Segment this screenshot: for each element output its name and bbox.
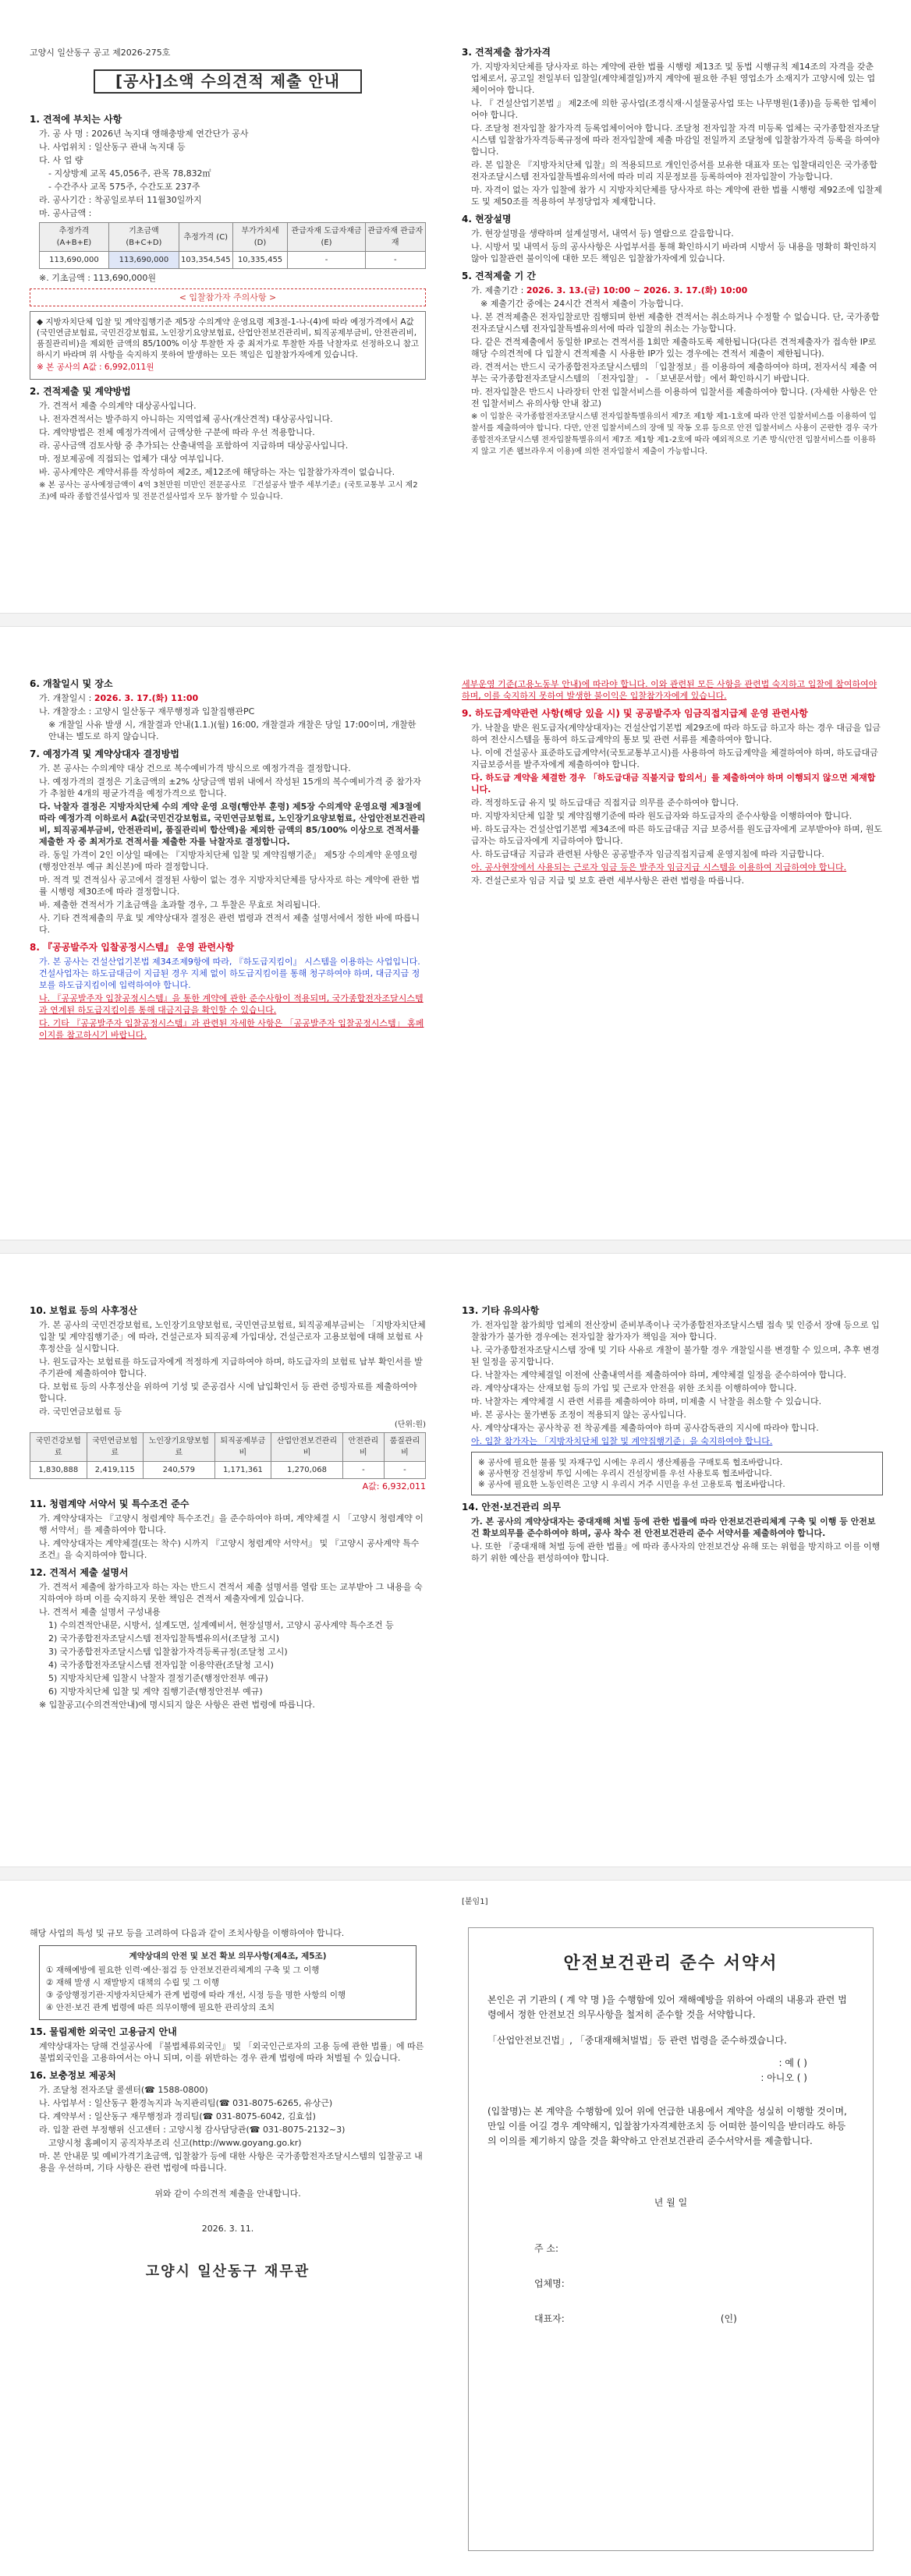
s1-item: 가. 공 사 명 : 2026년 녹지대 앵해충방제 연간단가 공사 — [39, 129, 249, 139]
price-th: 추정가격 (A+B+E) — [40, 223, 109, 252]
s5-prefix: 가. 제출기간 : — [471, 285, 526, 295]
oath-no[interactable]: : 아니오 ( ) — [760, 2072, 807, 2083]
section-8-heading: 8. 『공공발주자 입찰공정시스템』 운영 관련사항 — [30, 942, 235, 953]
s2-item: 마. 정보제공에 직접되는 업체가 대상 여부입니다. — [39, 454, 224, 464]
s13-item: 다. 낙찰자는 계약체결일 이전에 산출내역서를 제출하여야 하며, 계약체결 일정을 준수하여야 합니다. — [471, 1370, 847, 1380]
notice-number: 고양시 일산동구 공고 제2026-275호 — [30, 48, 171, 58]
insurance-unit: (단위:원) — [394, 1421, 426, 1429]
base-price: ※. 기초금액 : 113,690,000원 — [39, 273, 157, 283]
s2-item: 바. 공사계약은 계약서류를 작성하여 제2조, 제12조에 해당하는 자는 입찰참가자격이 없습니다. — [39, 467, 395, 477]
page-4 — [0, 1881, 911, 2576]
s12-item: 나. 견적서 제출 설명서 구성내용 — [39, 1607, 161, 1617]
price-td: 103,354,545 — [179, 252, 232, 269]
page3-right-column — [462, 1305, 883, 1566]
price-td: 10,335,455 — [232, 252, 288, 269]
section-4-heading: 4. 현장설명 — [462, 214, 512, 225]
s8-item: 다. 기타 『공공발주자 입찰공정시스템』과 관련된 자세한 사항은 「공공발주자 입찰공정시스템」 홈페이지를 참고하시기 바랍니다. — [39, 1018, 424, 1040]
s8-item: 나. 『공공발주자 입찰공정시스템』을 통한 계약에 관한 준수사항이 적용되며, 국가종합전자조달시스템과 연계된 하도급지킴이를 통해 대금지급을 확인할 수 있습니다. — [39, 993, 424, 1015]
s14-continued: 해당 사업의 특성 및 규모 등을 고려하여 다음과 같이 조치사항을 이행하여야 합니다. — [30, 1928, 345, 1938]
ins-th: 노인장기요양보험료 — [144, 1433, 215, 1462]
safety-duty-box — [39, 1945, 417, 2020]
s11-item: 가. 계약상대자는 『고양시 청렴계약 특수조건』을 준수하여야 하며, 계약체결 시 「고양시 청렴계약 이행 서약서」를 제출하여야 합니다. — [39, 1513, 424, 1535]
s7-item: 사. 기타 견적제출의 무효 및 계약상대자 결정은 관련 법령과 견적서 제출 설명서에서 정한 바에 따릅니다. — [39, 913, 420, 935]
oath-representative[interactable] — [534, 2312, 854, 2327]
ins-th: 국민연금보험료 — [87, 1433, 144, 1462]
price-th: 추정가격 (C) — [179, 223, 232, 252]
page4-right-column — [462, 1896, 883, 1909]
s1-item: 라. 공사기간 : 착공일로부터 11월30일까지 — [39, 195, 202, 205]
ins-td: 1,830,888 — [30, 1462, 87, 1479]
s9-item: 바. 하도급자는 건설산업기본법 제34조에 따른 하도급대금 지급 보증서를 원도급자에게 교부받아야 하며, 원도급자는 하도급자에게 지급하여야 합니다. — [471, 824, 882, 846]
safety-duty-title: 계약상대의 안전 및 보건 확보 의무사항(제4조, 제5조) — [129, 1951, 327, 1961]
section-14-heading: 14. 안전·보건관리 의무 — [462, 1502, 561, 1513]
s13-item: 바. 본 공사는 물가변동 조정이 적용되지 않는 공사입니다. — [471, 1410, 686, 1420]
oath-company[interactable]: 업체명: — [534, 2278, 565, 2289]
oath-law: 「산업안전보건법」, 「중대재해처벌법」등 관련 법령을 준수하겠습니다. — [487, 2035, 787, 2046]
s7-item: 다. 낙찰자 결정은 지방자치단체 수의 계약 운영 요령(행안부 훈령) 제5장 수의계약 운영요령 제3절에 따라 예정가격 이하로서 A값(국민건강보험료, 국민연금보험료, 노인장기요양보험료, 산업안전보건관리비, 퇴직공제부금비, 안전관리비, 품질관리비 합산액)을 제외한 금액의 85/100% 이상으로 견적서를 제출한 자 중 최저가로 견적서를 제출한 자를 낙찰자로 결정합니다. — [39, 801, 426, 847]
price-th: 관급자재 관급자재 — [365, 223, 425, 252]
ins-th: 안전관리비 — [342, 1433, 384, 1462]
local-cooperation-box: ※ 공사에 필요한 물품 및 자재구입 시에는 우리시 생산제품을 구매토록 협조바랍니다. ※ 공사현장 건설장비 투입 시에는 우리시 건설장비를 우선 사용토록 협조바랍니다. ※ 공사에 필요한 노동인력은 고양 시 우리시 거주 시민을 우선 고용토록 협조바랍니다. — [471, 1452, 883, 1495]
section-13-heading: 13. 기타 유의사항 — [462, 1305, 540, 1316]
s9-item: 자. 건설근로자 임금 지급 및 보호 관련 세부사항은 관련 법령을 따릅니다. — [471, 876, 745, 886]
s13-item: 라. 계약상대자는 산재보험 등의 가입 및 근로자 안전을 위한 조치를 이행하여야 합니다. — [471, 1383, 797, 1393]
s2-item: 나. 전자견적서는 발주하지 아니하는 지역업체 공사(개산견적) 대상공사입니다. — [39, 414, 333, 424]
s9-item: 아. 공사현장에서 사용되는 근로자 임금 등은 발주자 임금지급 시스템을 이용하여 지급하여야 합니다. — [471, 862, 847, 872]
s10-item: 가. 본 공사의 국민건강보험료, 노인장기요양보험료, 국민연금보험료, 퇴직공제부금비는 「지방자치단체 입찰 및 계약집행기준」에 따라, 건설근로자 퇴직공제 가입대상, 건설근로자 고용보험에 대해 보험료 사후정산을 실시합니다. — [39, 1320, 426, 1353]
s9-item: 사. 하도급대금 지급과 관련된 사항은 공공발주자 임금직접지급제 운영지침에 따라 지급합니다. — [471, 849, 824, 859]
s1-item: - 지상방제 교목 45,056주, 관목 78,832㎡ — [48, 168, 211, 179]
s16-item: 라. 입찰 관련 부정행위 신고센터 : 고양시청 감사담당관(☎ 031-8075-2132~3) — [39, 2125, 346, 2135]
safety-duty-item: ④ 안전·보건 관계 법령에 따른 의무이행에 필요한 관리상의 조치 — [46, 2003, 275, 2012]
s6-prefix: 가. 개찰일시 : — [39, 693, 94, 703]
s5-item: 라. 견적서는 반드시 국가종합전자조달시스템의 「입찰정보」를 이용하여 제출하여야 하며, 전자서식 제출 여부는 국가종합전자조달시스템의 「전자입찰」 - 「보낸문서함」에서 확인하시기 바랍니다. — [471, 362, 877, 384]
issuer-name: 고양시 일산동구 재무관 — [145, 2263, 310, 2280]
oath-address[interactable]: 주 소: — [534, 2243, 559, 2254]
safety-duty-item: ③ 중앙행정기관·지방자치단체가 관계 법령에 따라 개선, 시정 등을 명한 사항의 이행 — [46, 1990, 346, 2000]
price-td: - — [288, 252, 365, 269]
page-1 — [0, 0, 911, 613]
s14-item: 가. 본 공사의 계약상대자는 중대재해 처벌 등에 관한 법률에 따라 안전보건관리체계 구축 및 이행 등 안전보건 확보의무를 준수하여야 하며, 공사 착수 전 안전보건관리 준수 서약서를 제출하여야 합니다. — [471, 1516, 876, 1538]
section-2-heading: 2. 견적제출 및 계약방법 — [30, 386, 131, 397]
s1-item: 마. 공사금액 : — [39, 208, 92, 218]
s10-item: 다. 보험료 등의 사후정산을 위하여 기성 및 준공검사 시에 납입확인서 등 관련 증빙자료를 제출하여야 합니다. — [39, 1382, 417, 1403]
oath-paragraph: (입찰명)는 본 계약을 수행함에 있어 위에 언급한 내용에서 계약을 성실히 이행할 것이며, 만일 이를 어길 경우 계약해지, 입찰참가자격제한조치 등 어떠한 불이익을 받더라도 하등의 이의를 제기하지 않을 것을 확약하고 안전보건관리 준수서약서를 제출합니다. — [487, 2106, 847, 2146]
s9-item: 가. 낙찰을 받은 원도급자(계약상대자)는 건설산업기본법 제29조에 따라 하도급 하고자 하는 경우 대금을 입금하여 전산시스템을 통하여 하도급계약의 통보 및 관련 서류를 제출하여야 합니다. — [471, 723, 881, 745]
s7-item: 나. 예정가격의 결정은 기초금액의 ±2% 상당금액 범위 내에서 작성된 15개의 복수예비가격 중 참가자가 추첨한 4개의 평균가격을 예정가격으로 합니다. — [39, 777, 421, 798]
s7-item: 바. 제출한 견적서가 기초금액을 초과할 경우, 그 투찰은 무효로 처리됩니다. — [39, 900, 321, 910]
page-2 — [0, 627, 911, 1240]
s2-note: ※ 본 공사는 공사예정금액이 4억 3천만원 미만인 전문공사로 『건설공사 발주 세부기준』(국토교통부 고시 제2조)에 따라 종합건설사업자 및 전문건설사업자 모두 참가할 수 있습니다. — [39, 481, 418, 501]
s16-note: 마. 본 안내문 및 예비가격기초금액, 입찰참가 등에 대한 사항은 국가종합전자조달시스템의 입찰공고 내용을 우선하며, 기타 사항은 관련 법령에 따릅니다. — [39, 2151, 423, 2173]
price-th: 부가가치세 (D) — [232, 223, 288, 252]
s9-item: 라. 적정하도급 유지 및 하도급대금 직접지급 의무를 준수하여야 합니다. — [471, 798, 739, 808]
oath-form — [468, 1927, 874, 2551]
price-td: 113,690,000 — [108, 252, 179, 269]
ins-td: 1,270,068 — [271, 1462, 343, 1479]
s12-list-item: 1) 수의견적안내문, 시방서, 설계도면, 설계예비서, 현장설명서, 고양시 공사계약 특수조건 등 — [48, 1620, 394, 1630]
s4-item: 나. 시방서 및 내역서 등의 공사사항은 사업부서를 통해 확인하시기 바라며 시방서 등 내용을 명확히 확인하지 않아 입찰관련 불이익에 대한 모든 책임은 입찰참가자에게 있습니다. — [471, 242, 877, 264]
s9-item: 마. 지방자치단체 입찰 및 계약집행기준에 따라 원도급자와 하도급자의 준수사항을 이행하여야 합니다. — [471, 811, 853, 821]
s3-item: 다. 조달청 전자입찰 참가자격 등록업체이어야 합니다. 조달청 전자입찰 자격 미등록 업체는 국가종합전자조달시스템 입찰참가자격등록규정에 따라 전자입찰에 제출 마감일 전일까지 조달청에 입찰참가자격 등록을 하여야 합니다. — [471, 123, 880, 157]
oath-yes[interactable]: : 예 ( ) — [778, 2058, 807, 2068]
s8-item: 가. 본 공사는 건설산업기본법 제34조제9항에 따라, 『하도급지킴이』 시스템을 이용하는 사업입니다. 건설사업자는 하도급대금이 지급된 경우 지체 없이 하도급지킴이를 통해 청구하여야 하며, 대금지급 정보를 하도급지킴이에 입력하여야 합니다. — [39, 957, 420, 990]
section-16-heading: 16. 보충정보 제공처 — [30, 2070, 116, 2081]
s3-item: 라. 본 입찰은 『지방자치단체 입찰』의 적용되므로 개인인증서를 보유한 대표자 또는 입찰대리인은 국가종합전자조달시스템 전자입찰특별유의서에 따라 미리 지문정보를 등록하여야 전자입찰이 가능합니다. — [471, 160, 877, 182]
s8-continued: 세부운영 기준(고용노동부 안내)에 따라야 합니다. 이와 관련된 모든 사항을 관련법 숙지하고 입찰에 참여하여야 하며, 이를 숙지하지 못하여 발생한 불이익은 입찰참가자에게 있습니다. — [462, 679, 877, 701]
s16-item: 다. 계약부서 : 일산동구 재무행정과 경리팀(☎ 031-8075-6042, 김효섭) — [39, 2111, 316, 2121]
s2-item: 다. 계약방법은 전체 예정가격에서 금액상한 구분에 따라 우선 적용합니다. — [39, 427, 315, 437]
ins-td: - — [384, 1462, 425, 1479]
insurance-table — [30, 1432, 426, 1479]
ins-th: 산업안전보건관리비 — [271, 1433, 343, 1462]
safety-duty-item: ② 재해 발생 시 재발방지 대책의 수립 및 그 이행 — [46, 1978, 220, 1987]
s12-list-item: 6) 지방자치단체 입찰 및 계약 집행기준(행정안전부 예규) — [48, 1686, 263, 1697]
page-3 — [0, 1254, 911, 1867]
price-table — [39, 222, 426, 269]
s5-item: 나. 본 견적제출은 전자입찰로만 집행되며 한번 제출한 견적서는 취소하거나 수정할 수 없습니다. 단, 국가종합전자조달시스템 전자입찰특별유의서에 따라 입찰의 취소는 가능합니다. — [471, 312, 880, 334]
ins-td: - — [342, 1462, 384, 1479]
s16-item: 가. 조달청 전자조달 콜센터(☎ 1588-0800) — [39, 2085, 208, 2095]
s10-item: 라. 국민연금보험료 등 — [39, 1407, 122, 1417]
s13-item: 나. 국가종합전자조달시스템 장애 및 기타 사유로 개찰이 불가할 경우 개찰일시를 변경할 수 있으며, 추후 변경된 일정을 공지합니다. — [471, 1345, 880, 1367]
page-separator — [0, 613, 911, 627]
ins-td: 1,171,361 — [214, 1462, 271, 1479]
s9-item: 다. 하도급 계약을 체결한 경우 「하도급대금 직불지급 합의서」를 제출하여야 하며 이행되지 않으면 제재합니다. — [471, 773, 876, 794]
s3-item: 나. 『 건설산업기본법 』 제2조에 의한 공사업(조경식재·시설물공사업 또는 나무병원(1종))을 등록한 업체이어야 합니다. — [471, 98, 877, 120]
s5-e-note: ※ 이 입찰은 국가종합전자조달시스템 전자입찰특별유의서 제7조 제1항 제1-1호에 따라 안전 입찰서비스를 이용하여 입찰서를 제출하여야 합니다. 다만, 안전 입찰서비스의 장애 및 작동 오류 등으로 안전 입찰서비스 사용이 곤란한 경우 국가종합전자조달시스템 전자입찰특별유의서 제7조 제1항 제1-2호에 따라 예외적으로 기존 방식(안전 입찰서비스를 이용하지 않고 기존 웹브라우저 이용)에 의한 전자입찰서 제출이 가능합니다. — [471, 412, 877, 456]
s13-item: 마. 낙찰자는 계약체결 시 관련 서류를 제출하여야 하며, 미제출 시 낙찰을 취소할 수 있습니다. — [471, 1396, 822, 1407]
ins-th: 국민건강보험료 — [30, 1433, 87, 1462]
s9-item: 나. 이에 건설공사 표준하도급계약서(국토교통부고시)를 사용하여 하도급계약을 체결하여야 하며, 하도급대금 지급보증서를 발주자에게 제출하여야 합니다. — [471, 748, 878, 770]
s12-item: 가. 견적서 제출에 참가하고자 하는 자는 반드시 견적서 제출 설명서를 열람 또는 교부받아 그 내용을 숙지하여야 하며 이를 숙지하지 못한 책임은 견적서 제출자에게 있습니다. — [39, 1582, 423, 1604]
section-3-heading: 3. 견적제출 참가자격 — [462, 47, 551, 58]
section-10-heading: 10. 보험료 등의 사후정산 — [30, 1305, 138, 1316]
ins-th: 퇴직공제부금비 — [214, 1433, 271, 1462]
section-11-heading: 11. 청렴계약 서약서 및 특수조건 준수 — [30, 1499, 190, 1509]
ins-td: 2,419,115 — [87, 1462, 144, 1479]
price-td: 113,690,000 — [40, 252, 109, 269]
s12-list-item: 3) 국가종합전자조달시스템 입찰참가자격등록규정(조달청 고시) — [48, 1647, 288, 1657]
s12-list-item: 2) 국가종합전자조달시스템 전자입찰특별유의서(조달청 고시) — [48, 1633, 280, 1644]
s4-item: 가. 현장설명을 생략하며 설계설명서, 내역서 등) 열람으로 갈음합니다. — [471, 228, 734, 239]
page1-right-column — [462, 47, 883, 459]
s12-list-item: 4) 국가종합전자조달시스템 전자입찰 이용약관(조달청 고시) — [48, 1660, 274, 1670]
s11-item: 나. 계약상대자는 계약체결(또는 착수) 시까지 『고양시 청렴계약 서약서』 및 『고양시 공사계약 특수조건』을 숙지하여야 합니다. — [39, 1538, 420, 1560]
s5-item: 다. 같은 견적제출에서 동일한 IP로는 견적서를 1회만 제출하도록 제한됩니다(다른 견적제출자가 접속한 IP로 해당 수의견적에 다 입찰시 견적제출 시 사용한 IP가 있는 경우에는 견적서 제출이 제한됩니다). — [471, 337, 877, 359]
s7-item: 마. 적격 및 견적심사 공고에서 결정된 사항이 없는 경우 지방자치단체를 당사자로 하는 계약에 관한 법률 시행령 제30조에 따라 결정합니다. — [39, 875, 420, 897]
s5-item — [471, 285, 883, 296]
section-6-heading: 6. 개찰일시 및 장소 — [30, 678, 113, 689]
s3-item: 마. 자격이 없는 자가 입찰에 참가 시 지방자치단체를 당사자로 하는 계약에 관한 법률 시행령 제92조에 입찰제도 및 제50조를 적용하여 부정당업자 제재합니다. — [471, 185, 882, 207]
price-td: - — [365, 252, 425, 269]
s7-item: 가. 본 공사는 수의계약 대상 건으로 복수예비가격 방식으로 예정가격을 결정합니다. — [39, 763, 351, 773]
closing-text: 위와 같이 수의견적 제출을 안내합니다. — [154, 2189, 301, 2199]
bid-notice-text: ◆ 지방자치단체 입찰 및 계약집행기준 제5장 수의계약 운영요령 제3절-1-나-(4)에 따라 예정가격에서 A값(국민연금보험료, 국민건강보험료, 노인장기요양보험료, 산업안전보건관리비, 퇴직공제부금비, 안전관리비, 품질관리비)을 제외한 금액의 85/100% 이상 투찰한 자 중 최저가로 투찰한 자를 낙찰자로 선정하오니 참고하시기 바라며 위 사항을 숙지하지 못하여 발생하는 모든 책임은 입찰참가자에게 있습니다. — [37, 317, 419, 359]
ins-th: 품질관리비 — [384, 1433, 425, 1462]
bid-notice-a-value: ※ 본 공사의 A값 : 6,992,011원 — [37, 363, 154, 372]
s2-item: 가. 견적서 제출 수의계약 대상공사입니다. — [39, 401, 197, 411]
section-5-heading: 5. 견적제출 기 간 — [462, 271, 536, 281]
oath-date[interactable]: 년 월 일 — [654, 2197, 688, 2208]
s1-item: 나. 사업위치 : 일산동구 관내 녹지대 등 — [39, 142, 186, 152]
section-7-heading: 7. 예정가격 및 계약상대자 결정방법 — [30, 748, 179, 759]
s13-item: 아. 입찰 참가자는 「지방자치단체 입찰 및 계약집행기준」을 숙지하여야 합니다. — [471, 1436, 773, 1446]
page-separator — [0, 1240, 911, 1254]
opening-datetime: 2026. 3. 17.(화) 11:00 — [94, 693, 199, 703]
submission-period: 2026. 3. 13.(금) 10:00 ~ 2026. 3. 17.(화) 10:00 — [526, 285, 748, 295]
price-th: 관급자재 도급자재금(E) — [288, 223, 365, 252]
page3-left-column — [30, 1305, 426, 1712]
s16-item: 고양시청 홈페이지 공직자부조리 신고(http://www.goyang.go.kr) — [48, 2138, 302, 2148]
section-9-heading: 9. 하도급계약관련 사항(해당 있을 시) 및 공공발주자 임금직접지급제 운영 관련사항 — [462, 708, 809, 719]
s12-list-item: 5) 지방자치단체 입찰시 낙찰자 결정기준(행정안전부 예규) — [48, 1673, 268, 1683]
page4-left-column — [30, 1927, 426, 2279]
issue-date: 2026. 3. 11. — [201, 2224, 254, 2234]
s2-item: 라. 공사금액 검토사항 중 추가되는 산출내역을 포함하여 지급하며 대상공사입니다. — [39, 441, 349, 451]
section-1-heading: 1. 견적에 부치는 사항 — [30, 114, 122, 125]
page2-left-column — [30, 678, 426, 1042]
section-12-heading: 12. 견적서 제출 설명서 — [30, 1567, 129, 1578]
s5-item: 마. 전자입찰은 반드시 나라장터 안전 입찰서비스를 이용하여 입찰서를 제출하여야 합니다. (자세한 사항은 안전 입찰서비스 유의사항 안내 참고) — [471, 387, 877, 409]
s10-item: 나. 원도급자는 보험료를 하도급자에게 적정하게 지급하여야 하며, 하도급자의 보험료 납부 확인서를 발주기관에 제출하여야 합니다. — [39, 1357, 423, 1378]
attachment-label: [붙임1] — [462, 1898, 488, 1906]
page1-left-column — [30, 47, 426, 504]
s14-item: 나. 또한 『중대재해 처벌 등에 관한 법률』에 따라 종사자의 안전보건상 유해 또는 위험을 방지하고 이를 이행하기 위한 예산을 편성하여야 합니다. — [471, 1541, 881, 1563]
safety-duty-item: ① 재해예방에 필요한 인력·예산·점검 등 안전보건관리체계의 구축 및 그 이행 — [46, 1966, 320, 1975]
bid-notice-box — [30, 311, 426, 380]
s3-item: 가. 지방자치단체를 당사자로 하는 계약에 관한 법률 시행령 제13조 및 동법 시행규칙 제14조의 자격을 갖춘 업체로서, 공고일 전일부터 입찰일(계약체결일)까지 계약에 필요한 주된 영업소가 소재지가 고양시에 있는 업체이어야 합니다. — [471, 62, 876, 95]
price-th: 기초금액 (B+C+D) — [108, 223, 179, 252]
ins-td: 240,579 — [144, 1462, 215, 1479]
s13-item: 가. 전자입찰 참가희망 업체의 전산장비 준비부족이나 국가종합전자조달시스템 접속 및 인증서 장애 등으로 입찰참가가 불가한 경우에는 전자입찰 참가자가 책임을 져야 합니다. — [471, 1320, 880, 1342]
oath-paragraph: 본인은 귀 기관의 ( 계 약 명 )을 수행함에 있어 재해예방을 위하여 아래의 내용과 관련 법령에서 정한 안전보건 의무사항을 철저히 준수할 것을 서약합니다. — [487, 1994, 847, 2020]
s6-item: 나. 개찰장소 : 고양시 일산동구 재무행정과 입찰집행관PC — [39, 706, 255, 717]
s7-item: 라. 동일 가격이 2인 이상일 때에는 『지방자치단체 입찰 및 계약집행기준』 제5장 수의계약 운영요령(행정안전부 예규 최신본)에 따라 결정합니다. — [39, 850, 418, 872]
oath-seal: (인) — [720, 2313, 737, 2324]
s16-item: 나. 사업부서 : 일산동구 환경녹지과 녹지관리팀(☎ 031-8075-6265, 유상근) — [39, 2098, 333, 2108]
s6-note: ※ 개찰일 사유 발생 시, 개찰결과 안내(1.1.)(월) 16:00, 개찰결과 개찰은 당일 17:00이며, 개찰한 안내는 별도로 하지 않습니다. — [48, 720, 417, 741]
s1-item: 다. 사 업 량 — [39, 155, 83, 165]
document-title: [공사]소액 수의견적 제출 안내 — [94, 69, 362, 94]
oath-title: 안전보건관리 준수 서약서 — [563, 1954, 778, 1973]
oath-rep-label: 대표자: — [534, 2313, 565, 2324]
s5-note: ※ 제출기간 중에는 24시간 견적서 제출이 가능합니다. — [480, 299, 684, 309]
s13-item: 사. 계약상대자는 공사착공 전 착공계를 제출하여야 하며 공사감독관의 지시에 따라야 합니다. — [471, 1423, 819, 1433]
s15-item: 계약상대자는 당해 건설공사에 『불법체류외국인』 및 「외국인근로자의 고용 등에 관한 법률」에 따른 불법외국인을 고용하여서는 아니 되며, 이를 위반하는 경우 관계 법령에 따라 처벌될 수 있습니다. — [39, 2041, 424, 2063]
section-15-heading: 15. 물림제한 외국인 고용금지 안내 — [30, 2026, 177, 2037]
page-separator — [0, 1867, 911, 1881]
s12-note: ※ 입찰공고(수의견적안내)에 명시되지 않은 사항은 관련 법령에 따릅니다. — [39, 1700, 315, 1710]
bid-notice-title: < 입찰참가자 주의사항 > — [30, 288, 426, 306]
s1-item: - 수간주사 교목 575주, 수간도포 237주 — [48, 182, 200, 192]
page2-right-column — [462, 678, 883, 888]
insurance-a-total: A값: 6,932,011 — [362, 1481, 426, 1491]
